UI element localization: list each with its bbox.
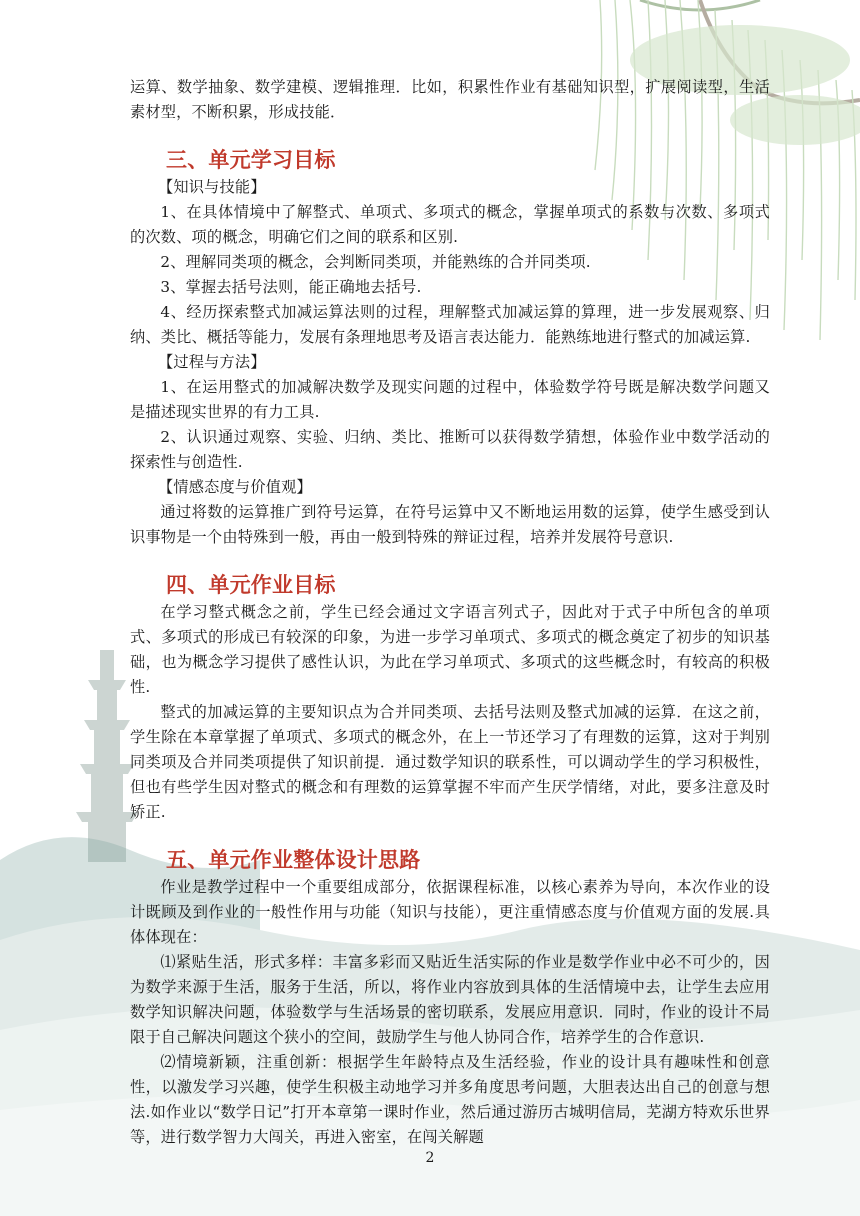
section-4-paragraph-2: 整式的加减运算的主要知识点为合并同类项、去括号法则及整式加减的运算．在这之前，学生除在本章掌握了单项式、多项式的概念外，在上一节还学习了有理数的运算，这对于判别同类项及合并同类项提供了知识前提．通过数学知识的联系性，可以调动学生的学习积极性，但也有些学生因对整式的概念和有理数的运算掌握不牢而产生厌学情绪，对此，要多注意及时矫正. — [130, 703, 770, 821]
section-3-title: 三、单元学习目标 — [166, 148, 336, 172]
knowledge-item-3: 3、掌握去括号法则，能正确地去括号. — [160, 278, 422, 296]
section-4-title: 四、单元作业目标 — [166, 573, 336, 597]
emotion-heading: 【情感态度与价值观】 — [158, 478, 312, 496]
section-5-paragraph-1: 作业是教学过程中一个重要组成部分，依据课程标准，以核心素养为导向，本次作业的设计既顾及到作业的一般性作用与功能（知识与技能），更注重情感态度与价值观方面的发展.具体体现在： — [130, 878, 770, 946]
emotion-paragraph: 通过将数的运算推广到符号运算，在符号运算中又不断地运用数的运算，使学生感受到认识事物是一个由特殊到一般，再由一般到特殊的辩证过程，培养并发展符号意识. — [130, 503, 770, 546]
section-5-paragraph-3: ⑵情境新颖，注重创新：根据学生年龄特点及生活经验，作业的设计具有趣味性和创意性，以激发学习兴趣，使学生积极主动地学习并多角度思考问题，大胆表达出自己的创意与想法.如作业以“数学日记”打开本章第一课时作业，然后通过游历古城明信局，芜湖方特欢乐世界等，进行数学智力大闯关，再进入密室，在闯关解题 — [130, 1053, 770, 1146]
process-item-1: 1、在运用整式的加减解决数学及现实问题的过程中，体验数学符号既是解决数学问题又是描述现实世界的有力工具. — [130, 378, 770, 421]
pagoda-illustration — [76, 650, 138, 862]
knowledge-heading: 【知识与技能】 — [158, 178, 266, 196]
knowledge-item-4: 4、经历探索整式加减运算法则的过程，理解整式加减运算的算理，进一步发展观察、归纳、类比、概括等能力，发展有条理地思考及语言表达能力．能熟练地进行整式的加减运算. — [130, 303, 770, 346]
document-page — [130, 75, 770, 1150]
page-number: 2 — [425, 1150, 435, 1166]
section-5-title: 五、单元作业整体设计思路 — [166, 848, 421, 872]
section-4-paragraph-1: 在学习整式概念之前，学生已经会通过文字语言列式子，因此对于式子中所包含的单项式、多项式的形成已有较深的印象，为进一步学习单项式、多项式的概念奠定了初步的知识基础，也为概念学习提供了感性认识，为此在学习单项式、多项式的这些概念时，有较高的积极性. — [130, 603, 770, 696]
intro-paragraph: 运算、数学抽象、数学建模、逻辑推理．比如，积累性作业有基础知识型，扩展阅读型，生活素材型，不断积累，形成技能． — [130, 78, 770, 121]
process-heading: 【过程与方法】 — [158, 353, 266, 371]
process-item-2: 2、认识通过观察、实验、归纳、类比、推断可以获得数学猜想，体验作业中数学活动的探索性与创造性. — [130, 428, 770, 471]
section-5-paragraph-2: ⑴紧贴生活，形式多样：丰富多彩而又贴近生活实际的作业是数学作业中必不可少的，因为数学来源于生活，服务于生活，所以，将作业内容放到具体的生活情境中去，让学生去应用数学知识解决问题，体验数学与生活场景的密切联系，发展应用意识．同时，作业的设计不局限于自己解决问题这个狭小的空间，鼓励学生与他人协同合作，培养学生的合作意识. — [130, 953, 770, 1046]
knowledge-item-1: 1、在具体情境中了解整式、单项式、多项式的概念，掌握单项式的系数与次数、多项式的次数、项的概念，明确它们之间的联系和区别. — [130, 203, 770, 246]
knowledge-item-2: 2、理解同类项的概念，会判断同类项，并能熟练的合并同类项. — [160, 253, 591, 271]
